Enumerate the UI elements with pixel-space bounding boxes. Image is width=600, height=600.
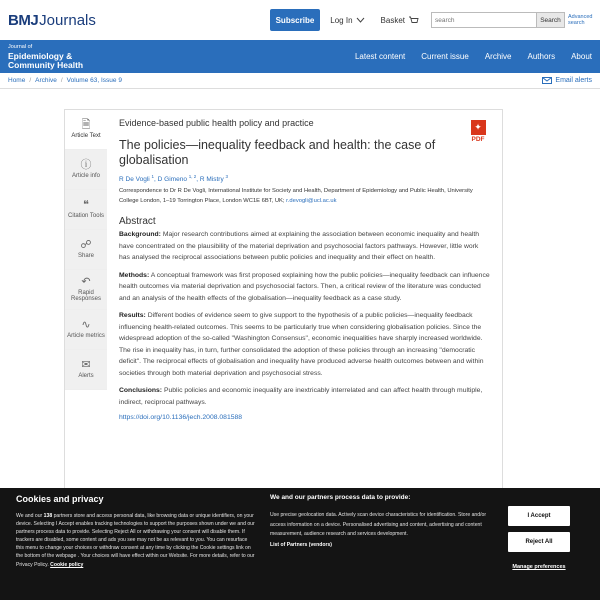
list-of-partners-link[interactable]: List of Partners (vendors) (270, 541, 332, 548)
abstract-conclusions (119, 385, 491, 408)
correspondence-email[interactable]: r.devogli@ucl.ac.uk (286, 198, 337, 205)
search-button[interactable]: Search (537, 12, 565, 28)
tab-article-info[interactable] (65, 150, 107, 190)
metrics-icon: ∿ (81, 318, 91, 331)
nav-about[interactable]: About (571, 52, 592, 61)
author-link[interactable]: D Gimeno (157, 176, 187, 184)
journal-title-prefix: Journal of (8, 44, 33, 50)
author-affiliation: 1, 2 (188, 174, 197, 179)
results-label: Results: (119, 312, 146, 320)
pdf-label: PDF (471, 136, 485, 143)
pdf-icon: ✦ (471, 120, 486, 135)
abstract-results (119, 310, 491, 379)
logo-bmj: BMJ (8, 11, 39, 29)
conclusions-label: Conclusions: (119, 387, 163, 395)
breadcrumb-archive[interactable]: Archive (35, 77, 57, 84)
journal-title-line1: Epidemiology & (8, 51, 73, 61)
results-text: Different bodies of evidence seem to give support to the hypothesis of a public policies—inequality feedback influencing health-related outcomes. This seems to be particularly true when considering globalisation policies. Since the widespread adoption of the so-called "Washington Consensus", economic inequalities have sharply increased worldwide. The rise in inequality has, in turn, further consolidated the adoption of these policies through an increasing "democratic deficit". The reciprocal effects of globalisation and inequality have produced adverse health outcomes between and within societies through both material deprivation and psychosocial stress. (119, 312, 484, 377)
breadcrumb (0, 73, 600, 89)
basket-icon (408, 16, 419, 25)
info-icon: ⓘ (80, 158, 92, 171)
tab-share[interactable] (65, 230, 107, 270)
article-card (64, 109, 503, 489)
author-affiliation: 1 (151, 174, 155, 179)
bmj-journals-logo[interactable] (8, 12, 96, 29)
search-input[interactable] (431, 12, 537, 28)
cookie-purposes (270, 494, 498, 550)
journal-title[interactable] (8, 43, 83, 70)
logo-journals: Journals (39, 11, 96, 29)
methods-label: Methods: (119, 271, 150, 279)
document-icon: 🗎 (81, 118, 91, 131)
abstract-heading: Abstract (119, 216, 156, 228)
tab-rapid-responses[interactable] (65, 270, 107, 310)
chevron-down-icon (356, 17, 365, 23)
cookie-text (16, 512, 256, 569)
login-button[interactable] (330, 16, 364, 25)
nav-authors[interactable]: Authors (527, 52, 556, 61)
login-label: Log In (330, 15, 353, 25)
reject-all-button[interactable]: Reject All (508, 532, 570, 552)
correspondence (119, 186, 491, 206)
journal-title-line2: Community Health (8, 60, 84, 70)
search-form (431, 12, 565, 28)
tab-citation-tools[interactable] (65, 190, 107, 230)
tab-label: Rapid Responses (70, 289, 102, 302)
tab-label: Share (77, 252, 94, 259)
background-text: Major research contributions aimed at explaining the association between economic inequality and health have concentrated on the plausibility of the material deprivation and psychosocial factors pathways. However, little work has analysed the reciprocal associations between public policies and inequality and their effect on health. (119, 231, 480, 262)
article-authors: R De Vogli $^1$, D Gimeno $^{1, 2}$, R Mistry $^3$ (119, 174, 229, 184)
background-label: Background: (119, 231, 161, 239)
share-icon: ☍ (80, 238, 92, 251)
tab-article-text[interactable] (65, 110, 107, 150)
tab-label: Alerts (78, 372, 94, 379)
journal-nav (355, 52, 592, 61)
author-affiliation: 3 (225, 174, 229, 179)
tab-alerts[interactable] (65, 350, 107, 390)
cookie-text-after: partners store and access personal data, like browsing data or unique identifiers, on your device. Selecting I Accept enables tracking technologies to support the purposes shown under we and our partners process data to provide. Selecting Reject All or withdrawing your consent will disable them. If trackers are disabled, some content and ads you see may not be as relevant to you. You can resurface this menu to change your choices or withdraw consent at any time by clicking the Cookie settings link on the bottom of the webpage . Your choices will have effect within our Website. For more details, refer to our Privacy Policy. (16, 513, 255, 568)
cookie-text-before: We and our (16, 513, 43, 519)
tab-label: Article info (71, 172, 100, 179)
tab-label: Article Text (71, 132, 101, 139)
advanced-search-link[interactable]: Advanced search (568, 14, 593, 26)
breadcrumb-home[interactable]: Home (8, 77, 26, 84)
subscribe-button[interactable]: Subscribe (270, 9, 321, 31)
breadcrumb-separator: / (29, 77, 32, 84)
manage-preferences-link[interactable]: Manage preferences (512, 564, 566, 570)
correspondence-text: Correspondence to Dr R De Vogli, International Institute for Society and Health, Department of Epidemiology and Public Health, University College London, 1–19 Torrington Place, London WC1E 6BT, UK; (119, 188, 473, 205)
methods-text: A conceptual framework was first proposed explaining how the public policies—inequality feedback can influence health outcomes via material deprivation and psychosocial factors. Then, a critical review of the literature was conducted and an analysis of the health effects of the globalisation—inequality feedback as a case study. (119, 271, 490, 302)
quote-icon: ❝ (83, 198, 89, 211)
article-title: The policies—inequality feedback and health: the case of globalisation (119, 138, 436, 167)
basket-button[interactable] (381, 16, 419, 25)
article-content (119, 118, 491, 421)
journal-bar (0, 40, 600, 73)
tab-article-metrics[interactable] (65, 310, 107, 350)
doi-link[interactable]: https://doi.org/10.1136/jech.2008.081588 (119, 414, 243, 422)
cookie-partner-count: 138 (43, 513, 53, 519)
top-header (0, 0, 600, 40)
nav-latest-content[interactable]: Latest content (354, 52, 406, 61)
cookie-title: Cookies and privacy (16, 494, 104, 504)
nav-archive[interactable]: Archive (484, 52, 512, 61)
breadcrumb-separator: / (60, 77, 63, 84)
tab-label: Citation Tools (68, 212, 104, 219)
conclusions-text: Public policies and economic inequality are inextricably interrelated and can affect health through multiple, indirect, reciprocal pathways. (119, 387, 483, 406)
email-alerts-link[interactable] (542, 77, 592, 84)
email-alerts-label: Email alerts (555, 77, 592, 84)
article-side-tabs (65, 110, 107, 390)
article-section: Evidence-based public health policy and practice (119, 118, 314, 128)
abstract-background (119, 229, 491, 264)
abstract-methods (119, 270, 491, 305)
nav-current-issue[interactable]: Current issue (421, 52, 469, 61)
cookie-policy-link[interactable]: Cookie policy (50, 561, 84, 568)
mail-icon (542, 77, 552, 84)
breadcrumb-issue[interactable]: Volume 63, Issue 9 (66, 77, 122, 84)
tab-label: Article metrics (67, 332, 105, 339)
author-link[interactable]: R Mistry (199, 176, 224, 184)
basket-label: Basket (380, 15, 405, 25)
cookie-banner (0, 488, 600, 600)
author-link[interactable]: R De Vogli (119, 176, 150, 184)
cookie-info (16, 494, 256, 569)
cookie-purposes-body: Use precise geolocation data. Actively scan device characteristics for identification. Store and/or access information on a device. Personalised advertising and content, advertising and content measurement, audience research and services development. (270, 512, 487, 537)
cookie-purposes-text (270, 511, 498, 550)
mail-icon: ✉ (81, 358, 91, 371)
reply-icon: ↶ (81, 275, 91, 288)
cookie-purposes-title: We and our partners process data to provide: (270, 494, 411, 501)
accept-button[interactable]: I Accept (508, 506, 570, 526)
